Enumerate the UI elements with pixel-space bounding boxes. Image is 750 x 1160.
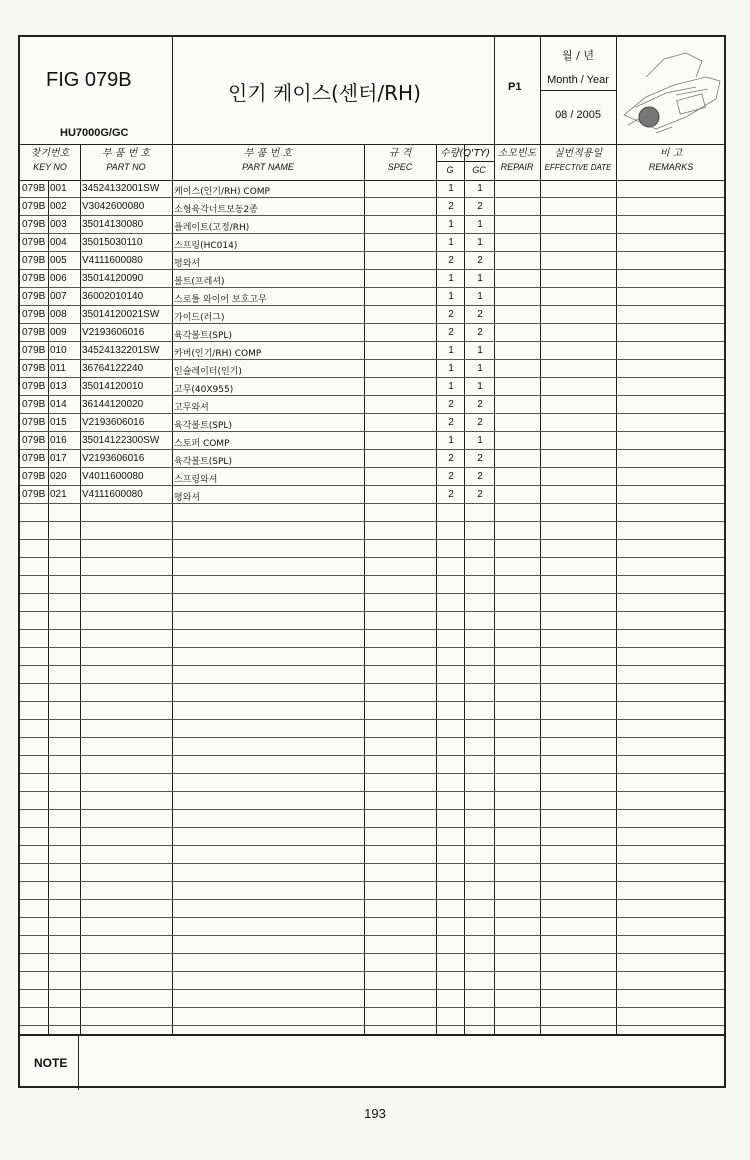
cell-seq: 014 <box>50 399 67 410</box>
cell-g: 2 <box>448 471 454 482</box>
empty-table-row <box>20 738 724 756</box>
cell-key: 079B <box>22 381 46 392</box>
cell-key: 079B <box>22 435 46 446</box>
cell-name: 스토퍼 COMP <box>174 439 230 449</box>
cell-g: 1 <box>448 237 454 248</box>
empty-table-row <box>20 612 724 630</box>
empty-table-row <box>20 540 724 558</box>
table-row <box>20 414 724 432</box>
empty-table-row <box>20 990 724 1008</box>
parts-sheet <box>18 35 726 1088</box>
column-header-row <box>20 144 724 181</box>
table-row <box>20 432 724 450</box>
cell-seq: 004 <box>50 237 67 248</box>
table-row <box>20 198 724 216</box>
note-section <box>20 1034 724 1090</box>
table-row <box>20 288 724 306</box>
empty-table-row <box>20 720 724 738</box>
cell-part-no: 35014120010 <box>82 381 144 392</box>
cell-name: 플레이트(고정/RH) <box>174 223 250 233</box>
cell-seq: 003 <box>50 219 67 230</box>
cell-gc: 1 <box>477 291 483 302</box>
cell-part-no: 34524132001SW <box>82 183 160 194</box>
cell-name: 육각볼트(SPL) <box>174 331 232 341</box>
cell-g: 1 <box>448 273 454 284</box>
cell-gc: 2 <box>477 309 483 320</box>
col-part-name: 부 품 번 호 PART NAME <box>242 148 294 172</box>
cell-seq: 008 <box>50 309 67 320</box>
cell-gc: 2 <box>477 471 483 482</box>
cell-g: 2 <box>448 399 454 410</box>
month-year-kr: 월 / 년 <box>562 49 594 62</box>
empty-table-row <box>20 810 724 828</box>
empty-table-row <box>20 558 724 576</box>
cell-seq: 006 <box>50 273 67 284</box>
table-row <box>20 450 724 468</box>
cell-key: 079B <box>22 399 46 410</box>
cell-g: 2 <box>448 201 454 212</box>
col-key-no: 찾기번호 KEY NO <box>30 148 70 172</box>
col-effective-date: 실번적용일 EFFECTIVE DATE <box>544 148 612 172</box>
cell-name: 가이드(러그) <box>174 313 225 323</box>
table-row <box>20 306 724 324</box>
cell-key: 079B <box>22 255 46 266</box>
cell-part-no: V3042600080 <box>82 201 145 212</box>
cell-part-no: V4111600080 <box>82 489 143 500</box>
cell-part-no: 35014120090 <box>82 273 144 284</box>
col-qty-g: G <box>446 165 454 175</box>
cell-gc: 2 <box>477 327 483 338</box>
cell-part-no: 36764122240 <box>82 363 144 374</box>
table-row <box>20 180 724 198</box>
cell-g: 1 <box>448 345 454 356</box>
cell-name: 평와셔 <box>174 493 201 503</box>
empty-table-row <box>20 954 724 972</box>
empty-table-row <box>20 846 724 864</box>
cell-name: 고무(40X955) <box>174 385 234 395</box>
empty-table-row <box>20 900 724 918</box>
model-code: HU7000G/GC <box>60 127 129 139</box>
table-row <box>20 270 724 288</box>
empty-table-row <box>20 936 724 954</box>
page-code-box <box>494 37 540 144</box>
cell-name: 스로틀 와이어 보호고무 <box>174 295 267 305</box>
empty-table-row <box>20 882 724 900</box>
cell-gc: 2 <box>477 489 483 500</box>
cell-seq: 017 <box>50 453 67 464</box>
table-row <box>20 324 724 342</box>
empty-table-row <box>20 576 724 594</box>
cell-key: 079B <box>22 219 46 230</box>
cell-gc: 1 <box>477 363 483 374</box>
cell-key: 079B <box>22 201 46 212</box>
cell-seq: 021 <box>50 489 67 500</box>
cell-g: 2 <box>448 309 454 320</box>
page-number: 193 <box>364 1106 386 1121</box>
cell-key: 079B <box>22 471 46 482</box>
cell-seq: 001 <box>50 183 67 194</box>
cell-gc: 2 <box>477 417 483 428</box>
cell-name: 스프링와셔 <box>174 475 218 485</box>
cell-name: 고무와셔 <box>174 403 209 413</box>
table-row <box>20 234 724 252</box>
table-row <box>20 216 724 234</box>
cell-seq: 011 <box>50 363 66 374</box>
cell-g: 2 <box>448 327 454 338</box>
cell-seq: 015 <box>50 417 67 428</box>
chainsaw-sketch-icon <box>616 37 726 144</box>
cell-key: 079B <box>22 327 46 338</box>
cell-part-no: 36144120020 <box>82 399 144 410</box>
empty-table-row <box>20 648 724 666</box>
cell-name: 육각볼트(SPL) <box>174 421 232 431</box>
empty-table-row <box>20 504 724 522</box>
cell-seq: 009 <box>50 327 67 338</box>
cell-gc: 1 <box>477 219 483 230</box>
cell-seq: 002 <box>50 201 67 212</box>
cell-g: 2 <box>448 489 454 500</box>
cell-key: 079B <box>22 453 46 464</box>
cell-key: 079B <box>22 309 46 320</box>
col-part-no: 부 품 번 호 PART NO <box>101 148 151 172</box>
cell-seq: 007 <box>50 291 67 302</box>
cell-part-no: V4111600080 <box>82 255 143 266</box>
issue-date: 08 / 2005 <box>555 109 601 121</box>
empty-table-row <box>20 756 724 774</box>
empty-table-row <box>20 522 724 540</box>
table-row <box>20 360 724 378</box>
cell-seq: 005 <box>50 255 67 266</box>
cell-part-no: 34524132201SW <box>82 345 160 356</box>
cell-gc: 2 <box>477 399 483 410</box>
cell-part-no: V2193606016 <box>82 327 145 338</box>
month-year-en: Month / Year <box>547 74 609 86</box>
cell-seq: 010 <box>50 345 67 356</box>
cell-gc: 1 <box>477 345 483 356</box>
col-qty-gc: GC <box>472 165 486 175</box>
cell-gc: 1 <box>477 435 483 446</box>
table-row <box>20 378 724 396</box>
cell-name: 케이스(인기/RH) COMP <box>174 187 270 197</box>
cell-g: 2 <box>448 255 454 266</box>
cell-gc: 2 <box>477 201 483 212</box>
page-title: 인기 케이스(센터/RH) <box>228 81 421 105</box>
title-box <box>172 37 494 144</box>
cell-key: 079B <box>22 363 46 374</box>
cell-key: 079B <box>22 273 46 284</box>
cell-gc: 2 <box>477 255 483 266</box>
cell-name: 볼트(프레셔) <box>174 277 225 287</box>
cell-key: 079B <box>22 291 46 302</box>
empty-table-row <box>20 918 724 936</box>
empty-table-row <box>20 1008 724 1026</box>
assembly-thumbnail <box>616 37 726 144</box>
table-row <box>20 396 724 414</box>
empty-table-row <box>20 684 724 702</box>
cell-key: 079B <box>22 237 46 248</box>
cell-part-no: 35015030110 <box>82 237 143 248</box>
cell-seq: 013 <box>50 381 67 392</box>
cell-g: 1 <box>448 219 454 230</box>
cell-name: 스프링(HC014) <box>174 241 238 251</box>
month-year-box <box>540 37 616 144</box>
table-row <box>20 468 724 486</box>
empty-table-row <box>20 702 724 720</box>
col-spec: 규 격 SPEC <box>387 148 413 172</box>
empty-table-row <box>20 774 724 792</box>
cell-gc: 1 <box>477 381 483 392</box>
col-remarks: 비 고 REMARKS <box>648 148 694 172</box>
cell-g: 1 <box>448 363 454 374</box>
cell-g: 1 <box>448 435 454 446</box>
empty-table-row <box>20 864 724 882</box>
figure-id-box <box>20 37 172 144</box>
cell-part-no: 36002010140 <box>82 291 144 302</box>
cell-part-no: 35014120021SW <box>82 309 160 320</box>
cell-gc: 1 <box>477 273 483 284</box>
cell-key: 079B <box>22 183 46 194</box>
empty-table-row <box>20 630 724 648</box>
empty-table-row <box>20 594 724 612</box>
cell-part-no: 35014130080 <box>82 219 144 230</box>
cell-g: 2 <box>448 453 454 464</box>
cell-part-no: V4011600080 <box>82 471 144 482</box>
cell-part-no: V2193606016 <box>82 453 145 464</box>
table-row <box>20 486 724 504</box>
cell-name: 육각볼트(SPL) <box>174 457 232 467</box>
empty-table-row <box>20 828 724 846</box>
col-qty: 수량(Q'TY) <box>440 148 490 159</box>
parts-table-body <box>20 180 724 1034</box>
cell-gc: 2 <box>477 453 483 464</box>
cell-name: 인슐레이터(인기) <box>174 367 242 377</box>
table-row <box>20 252 724 270</box>
cell-name: 소형육각너트보동2종 <box>174 205 258 215</box>
cell-gc: 1 <box>477 183 483 194</box>
cell-g: 2 <box>448 417 454 428</box>
empty-table-row <box>20 972 724 990</box>
sheet-header <box>20 37 724 145</box>
cell-seq: 016 <box>50 435 67 446</box>
cell-key: 079B <box>22 489 46 500</box>
cell-gc: 1 <box>477 237 483 248</box>
cell-name: 카버(인기/RH) COMP <box>174 349 262 359</box>
table-row <box>20 342 724 360</box>
cell-g: 1 <box>448 381 454 392</box>
cell-key: 079B <box>22 345 46 356</box>
cell-part-no: V2193606016 <box>82 417 145 428</box>
empty-table-row <box>20 666 724 684</box>
cell-g: 1 <box>448 291 454 302</box>
cell-name: 평와셔 <box>174 259 201 269</box>
cell-part-no: 35014122300SW <box>82 435 160 446</box>
note-label: NOTE <box>34 1056 68 1070</box>
cell-key: 079B <box>22 417 46 428</box>
figure-number: FIG 079B <box>46 69 132 91</box>
cell-g: 1 <box>448 183 454 194</box>
col-repair: 소모빈도 REPAIR <box>497 148 537 172</box>
empty-table-row <box>20 792 724 810</box>
cell-seq: 020 <box>50 471 67 482</box>
page-code: P1 <box>508 81 522 93</box>
